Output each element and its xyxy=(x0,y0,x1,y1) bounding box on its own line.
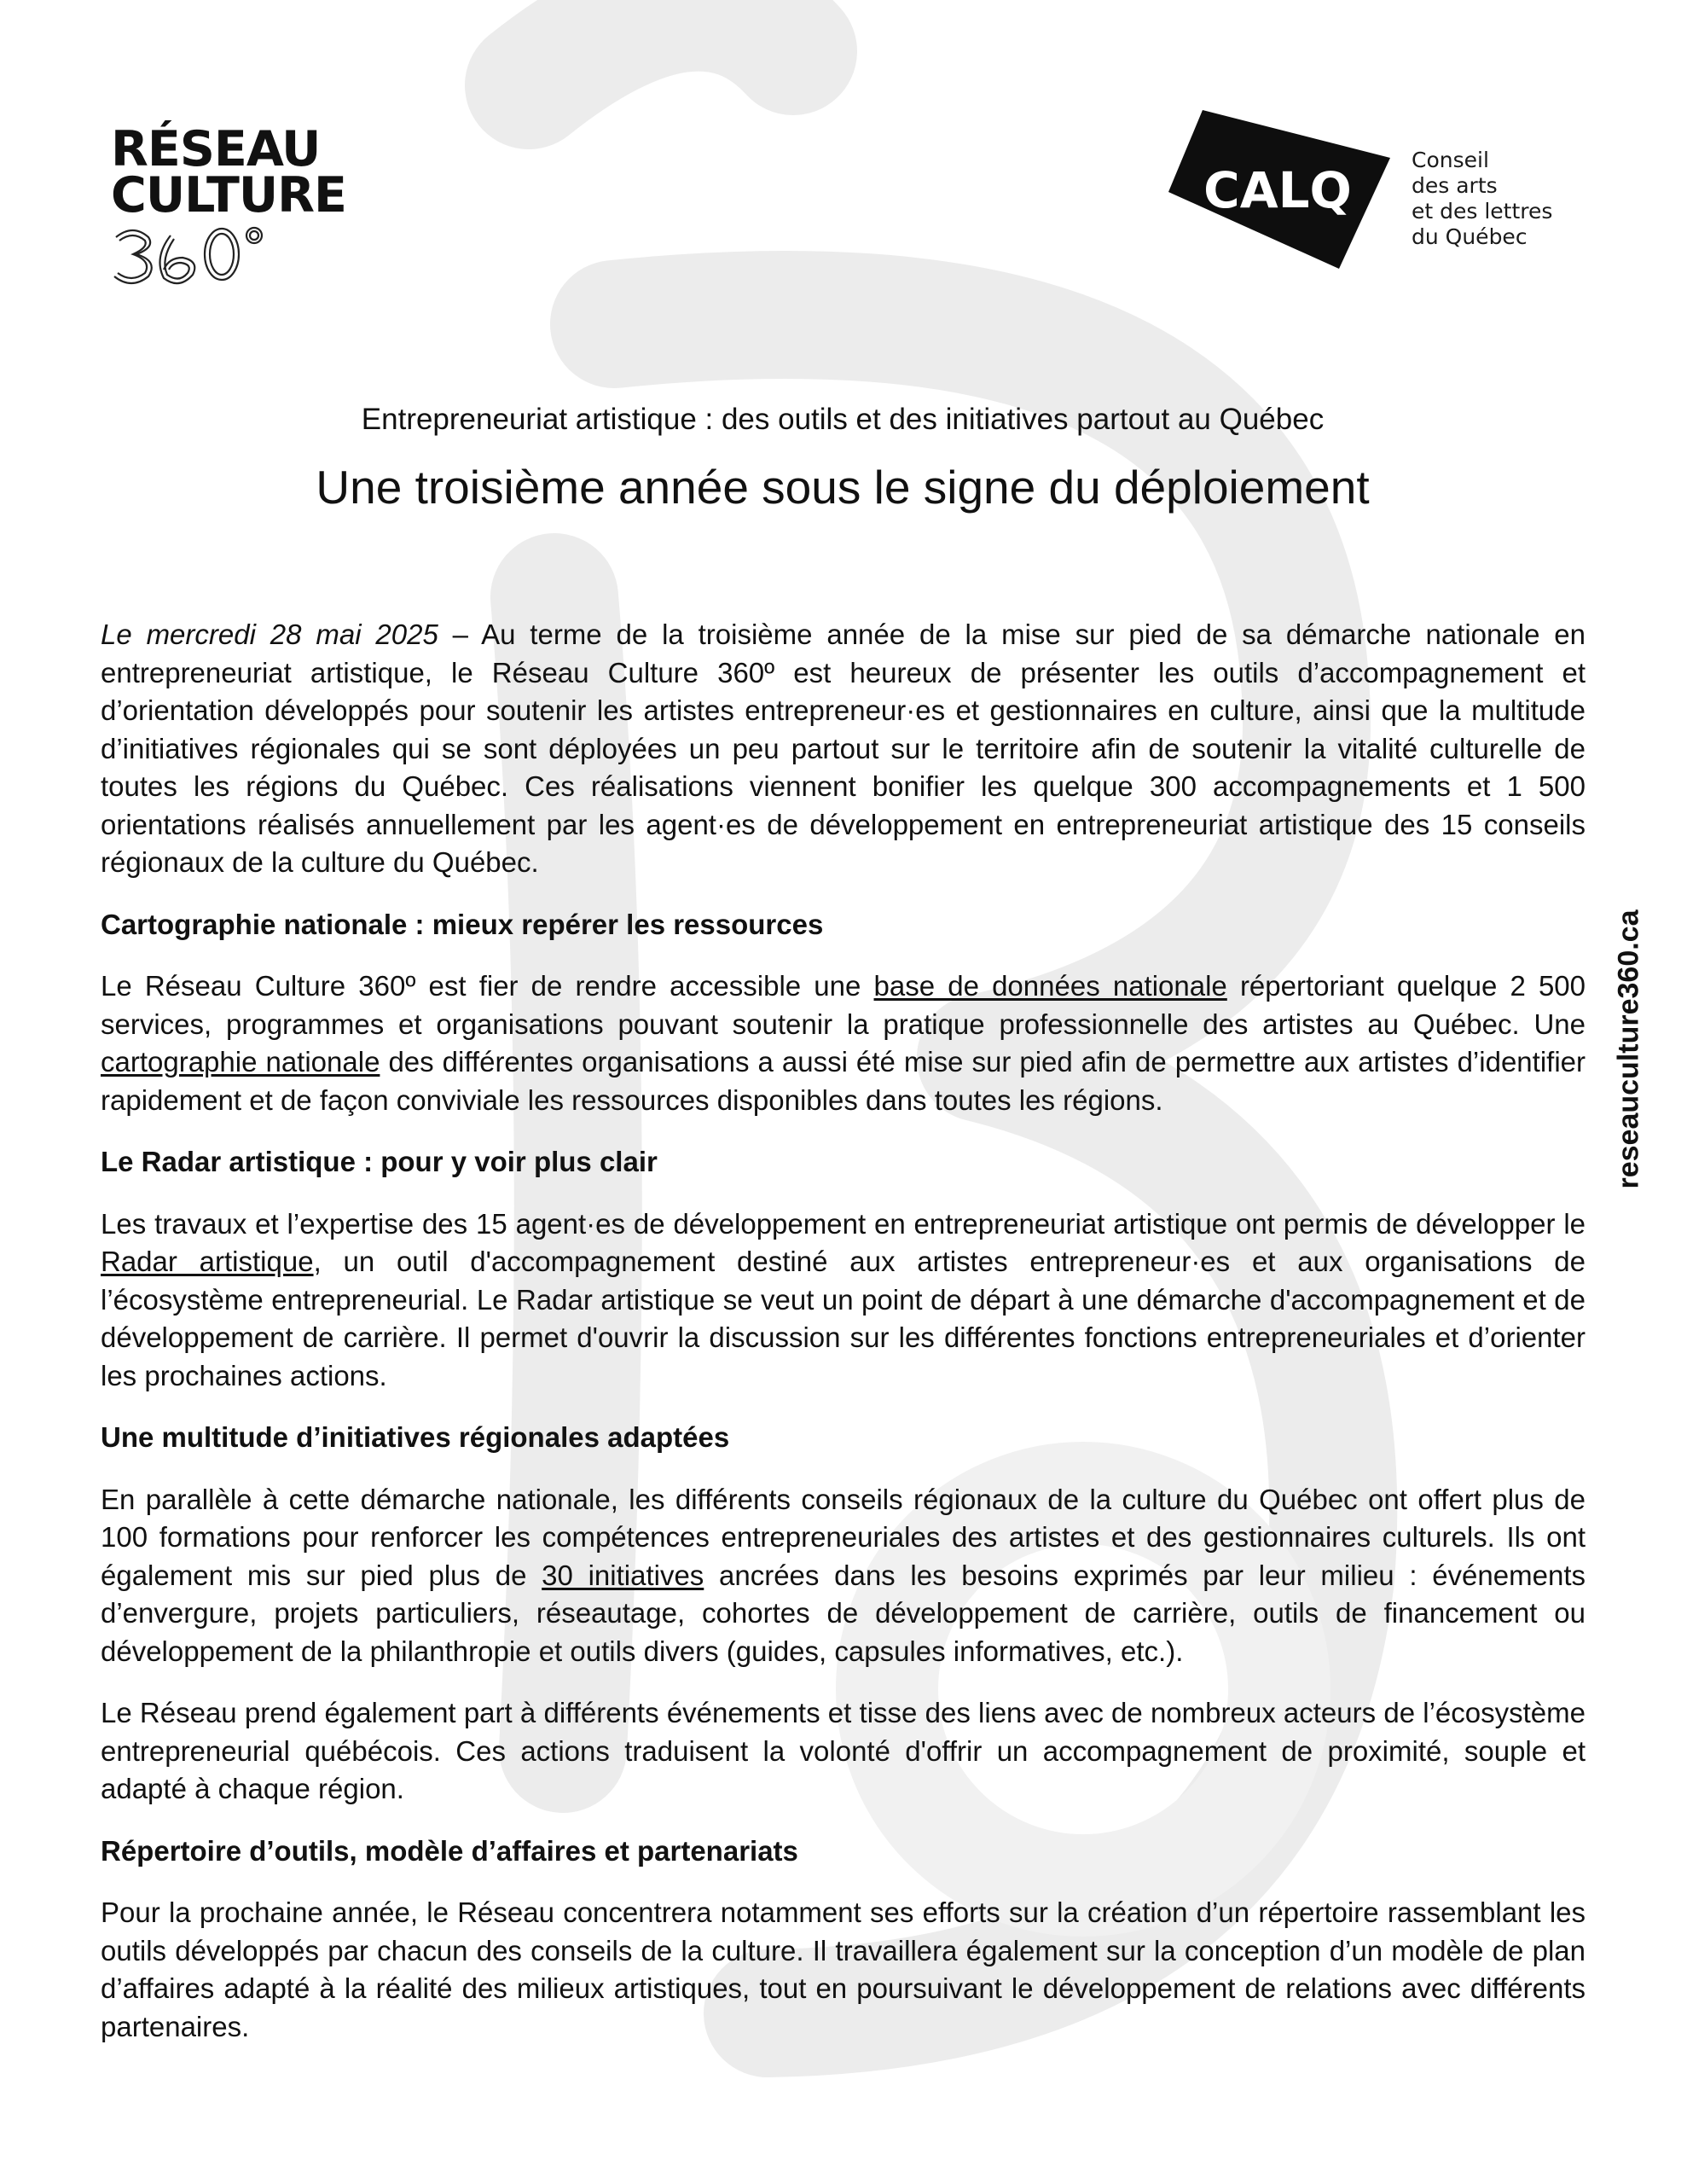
calq-line-2: des arts xyxy=(1412,173,1498,198)
link-radar-artistique[interactable]: Radar artistique xyxy=(101,1246,314,1277)
press-release-header xyxy=(101,401,1585,517)
calq-mark-icon xyxy=(1168,107,1399,273)
dateline: Le mercredi 28 mai 2025 xyxy=(101,619,438,650)
text-segment: répertoriant quelque 2 500 services, programmes et organisations pouvant soutenir la pratique professionnelle des artistes au Québec. Une xyxy=(101,970,1586,1040)
paragraph-radar xyxy=(101,1205,1586,1396)
paragraph-repertoire: Pour la prochaine année, le Réseau concentrera notamment ses efforts sur la création d’un répertoire rassemblant les outils développés par chacun des conseils de la culture. Il travaillera également sur la conception d’un modèle de plan d’affaires adapté à la réalité des milieux artistiques, tout en poursuivant le développement de relations avec différents partenaires. xyxy=(101,1896,1586,2042)
section-heading-initiatives: Une multitude d’initiatives régionales adaptées xyxy=(101,1421,730,1453)
calq-mark-text: CALQ xyxy=(1203,161,1352,219)
link-30-initiatives[interactable]: 30 initiatives xyxy=(542,1559,704,1591)
section-heading-cartographie: Cartographie nationale : mieux repérer les ressources xyxy=(101,908,824,940)
logo-word-reseau: RÉSEAU xyxy=(111,121,321,177)
section-heading-repertoire: Répertoire d’outils, modèle d’affaires et partenariats xyxy=(101,1834,798,1867)
paragraph-ecosysteme: Le Réseau prend également part à différents événements et tisse des liens avec de nombreux acteurs de l’écosystème entrepreneurial québécois. Ces actions traduisent la volonté d'offrir un accompagnement de proximité, souple et adapté à chaque région. xyxy=(101,1697,1586,1804)
calq-line-4: du Québec xyxy=(1412,224,1528,249)
link-base-de-donnees[interactable]: base de données nationale xyxy=(873,970,1227,1002)
intro-paragraph xyxy=(101,616,1586,882)
calq-logo xyxy=(1168,107,1569,277)
section-heading-radar: Le Radar artistique : pour y voir plus clair xyxy=(101,1146,658,1177)
press-release-body xyxy=(101,616,1586,2070)
side-website-url: reseauculture360.ca xyxy=(1612,909,1645,1189)
logo-360-mark xyxy=(111,224,281,292)
link-cartographie-nationale[interactable]: cartographie nationale xyxy=(101,1046,380,1077)
kicker: Entrepreneuriat artistique : des outils et des initiatives partout au Québec xyxy=(361,403,1325,436)
page-title: Une troisième année sous le signe du déploiement xyxy=(316,461,1370,514)
calq-wordmark xyxy=(1412,148,1552,250)
text-segment: Les travaux et l’expertise des 15 agent·es de développement en entrepreneuriat artistique ont permis de développer le xyxy=(101,1207,1586,1240)
calq-line-1: Conseil xyxy=(1412,148,1489,172)
calq-line-3: et des lettres xyxy=(1412,199,1553,224)
text-segment: Le Réseau Culture 360º est fier de rendre accessible une xyxy=(101,970,874,1002)
text-segment: ancrées dans les besoins exprimés par leur milieu : événements d’envergure, projets particuliers, réseautage, cohortes de développement de carrière, outils de financement ou développement de la philanthropie et outils divers (guides, capsules informatives, etc.). xyxy=(101,1559,1586,1667)
text-segment: En parallèle à cette démarche nationale, les différents conseils régionaux de la culture du Québec ont offert plus de 100 formations pour renforcer les compétences entrepreneuriales des artistes et des gestionnaires culturels. Ils ont également mis sur pied plus de xyxy=(101,1483,1586,1591)
reseau-culture-logo xyxy=(111,121,418,297)
logo-word-culture: CULTURE xyxy=(111,167,346,224)
text-segment: , un outil d'accompagnement destiné aux artistes entrepreneur·es et aux organisations de l’écosystème entrepreneurial. Le Radar artistique se veut un point de départ à une démarche d'accompagnement et de développement de carrière. Il permet d'ouvrir la discussion sur les différentes fonctions entrepreneuriales et d’orienter les prochaines actions. xyxy=(101,1246,1586,1391)
text-segment: des différentes organisations a aussi été mise sur pied afin de permettre aux artistes d’identifier rapidement et de façon conviviale les ressources disponibles dans toutes les régions. xyxy=(101,1046,1586,1116)
paragraph-cartographie xyxy=(101,967,1586,1119)
intro-text: – Au terme de la troisième année de la mise sur pied de sa démarche nationale en entrepreneuriat artistique, le Réseau Culture 360º est heureux de présenter les outils d’accompagnement et d’orientation développés pour soutenir les artistes entrepreneur·es et gestionnaires en culture, ainsi que la multitude d’initiatives régionales qui se sont déployées un peu partout sur le territoire afin de soutenir la vitalité culturelle de toutes les régions du Québec. Ces réalisations viennent bonifier les quelque 300 accompagnements et 1 500 orientations réalisés annuellement par les agent·es de développement en entrepreneuriat artistique des 15 conseils régionaux de la culture du Québec. xyxy=(101,619,1586,878)
paragraph-initiatives xyxy=(101,1481,1586,1671)
